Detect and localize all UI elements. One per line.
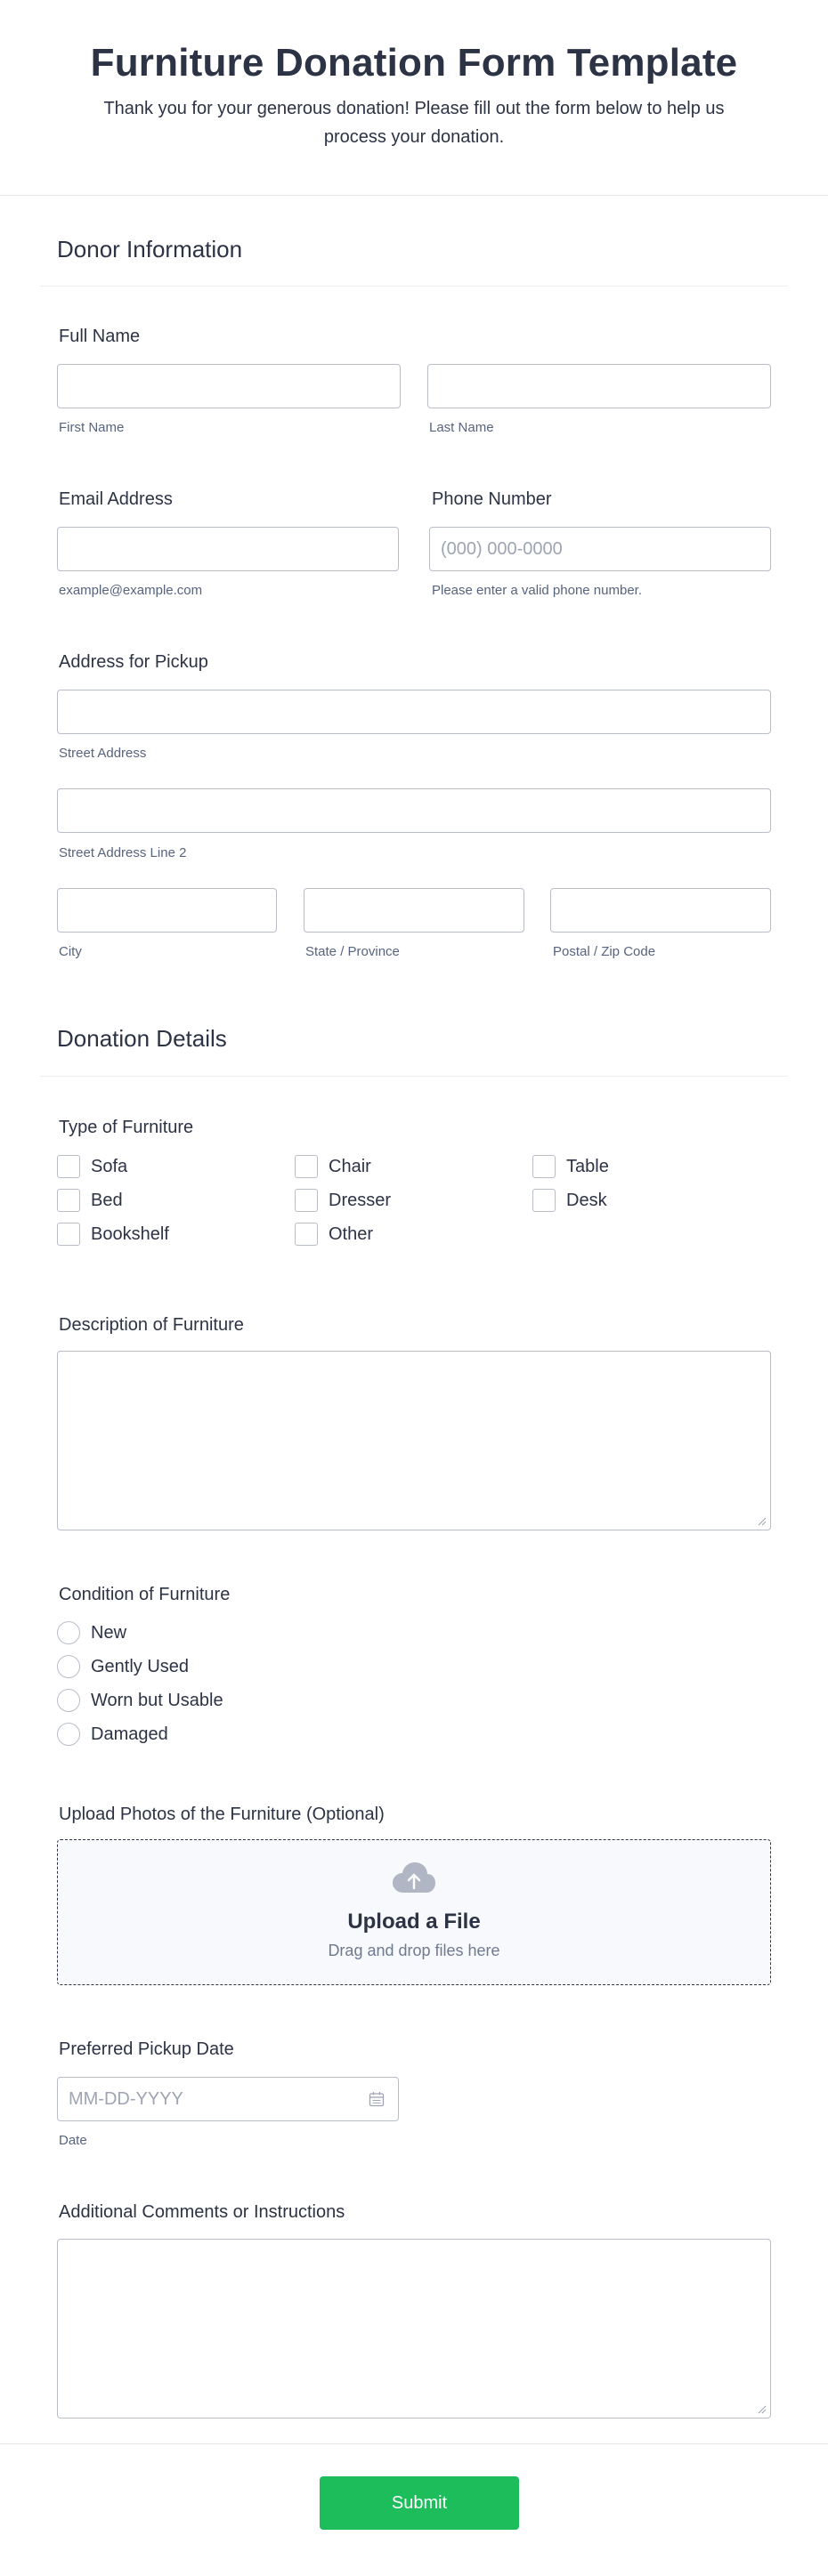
phone-sublabel: Please enter a valid phone number. <box>432 583 642 598</box>
email-label: Email Address <box>59 489 173 509</box>
full-name-label: Full Name <box>59 327 141 346</box>
checkbox-box[interactable] <box>57 1155 80 1178</box>
pickup-date-label: Preferred Pickup Date <box>59 2039 234 2059</box>
state-sublabel: State / Province <box>305 944 400 959</box>
radio-label: New <box>91 1622 127 1643</box>
radio-circle[interactable] <box>57 1621 80 1644</box>
footer-divider <box>0 2443 828 2444</box>
submit-button[interactable]: Submit <box>320 2476 519 2530</box>
checkbox-sofa[interactable] <box>57 1154 127 1179</box>
calendar-icon[interactable] <box>369 2091 385 2107</box>
checkbox-bookshelf[interactable] <box>57 1222 169 1247</box>
furniture-type-label: Type of Furniture <box>59 1118 194 1137</box>
email-sublabel: example@example.com <box>59 583 203 598</box>
street-address-line2-sublabel: Street Address Line 2 <box>59 845 187 860</box>
checkbox-label: Desk <box>566 1190 607 1210</box>
checkbox-box[interactable] <box>532 1155 556 1178</box>
email-field[interactable] <box>57 527 399 571</box>
pickup-date-sublabel: Date <box>59 2133 87 2148</box>
zip-input[interactable] <box>550 888 771 933</box>
state-input[interactable] <box>304 888 524 933</box>
radio-damaged[interactable] <box>57 1722 168 1747</box>
checkbox-label: Bookshelf <box>91 1223 169 1244</box>
resize-handle-icon[interactable] <box>758 1517 767 1526</box>
upload-title: Upload a File <box>347 1910 481 1934</box>
radio-worn-but-usable[interactable] <box>57 1688 223 1713</box>
resize-handle-icon[interactable] <box>758 2405 767 2414</box>
phone-field[interactable] <box>429 527 771 571</box>
checkbox-box[interactable] <box>57 1223 80 1246</box>
checkbox-label: Table <box>566 1156 609 1176</box>
street-address-line2-input[interactable] <box>57 788 771 833</box>
checkbox-table[interactable] <box>532 1154 609 1179</box>
description-textarea[interactable] <box>57 1351 771 1530</box>
section-divider <box>40 1076 788 1077</box>
checkbox-box[interactable] <box>295 1155 318 1178</box>
address-label: Address for Pickup <box>59 652 208 672</box>
comments-label: Additional Comments or Instructions <box>59 2202 345 2222</box>
phone-label: Phone Number <box>432 489 552 509</box>
checkbox-label: Chair <box>329 1156 371 1176</box>
zip-sublabel: Postal / Zip Code <box>553 944 656 959</box>
upload-subtitle: Drag and drop files here <box>328 1942 500 1959</box>
last-name-sublabel: Last Name <box>429 420 494 435</box>
comments-textarea[interactable] <box>57 2239 771 2419</box>
checkbox-label: Bed <box>91 1190 123 1210</box>
upload-label: Upload Photos of the Furniture (Optional) <box>59 1805 385 1824</box>
checkbox-label: Other <box>329 1223 374 1244</box>
last-name-input[interactable] <box>427 364 771 408</box>
radio-gently-used[interactable] <box>57 1654 189 1679</box>
section-divider <box>40 286 788 287</box>
checkbox-chair[interactable] <box>295 1154 371 1179</box>
radio-label: Worn but Usable <box>91 1690 223 1710</box>
radio-circle[interactable] <box>57 1723 80 1746</box>
first-name-sublabel: First Name <box>59 420 125 435</box>
description-label: Description of Furniture <box>59 1315 244 1335</box>
checkbox-label: Dresser <box>329 1190 392 1210</box>
condition-label: Condition of Furniture <box>59 1585 231 1604</box>
checkbox-box[interactable] <box>532 1189 556 1212</box>
section-heading-donation: Donation Details <box>57 1025 227 1052</box>
street-address-input[interactable] <box>57 690 771 734</box>
checkbox-dresser[interactable] <box>295 1188 391 1213</box>
radio-circle[interactable] <box>57 1655 80 1678</box>
checkbox-label: Sofa <box>91 1156 128 1176</box>
radio-label: Gently Used <box>91 1656 190 1676</box>
checkbox-bed[interactable] <box>57 1188 123 1213</box>
city-sublabel: City <box>59 944 82 959</box>
checkbox-box[interactable] <box>57 1189 80 1212</box>
first-name-input[interactable] <box>57 364 401 408</box>
form-header <box>0 0 828 196</box>
checkbox-other[interactable] <box>295 1222 373 1247</box>
checkbox-desk[interactable] <box>532 1188 607 1213</box>
checkbox-box[interactable] <box>295 1189 318 1212</box>
checkbox-box[interactable] <box>295 1223 318 1246</box>
pickup-date-input[interactable] <box>57 2077 399 2121</box>
radio-label: Damaged <box>91 1724 168 1744</box>
file-upload-dropzone[interactable] <box>57 1839 771 1985</box>
section-heading-donor: Donor Information <box>57 236 243 262</box>
cloud-upload-icon <box>392 1861 436 1895</box>
form-subtitle: Thank you for your generous donation! Please fill out the form below to help us process your donation. <box>103 99 725 147</box>
form-title: Furniture Donation Form Template <box>90 41 738 85</box>
radio-new[interactable] <box>57 1620 126 1645</box>
radio-circle[interactable] <box>57 1689 80 1712</box>
street-address-sublabel: Street Address <box>59 746 147 761</box>
city-input[interactable] <box>57 888 277 933</box>
